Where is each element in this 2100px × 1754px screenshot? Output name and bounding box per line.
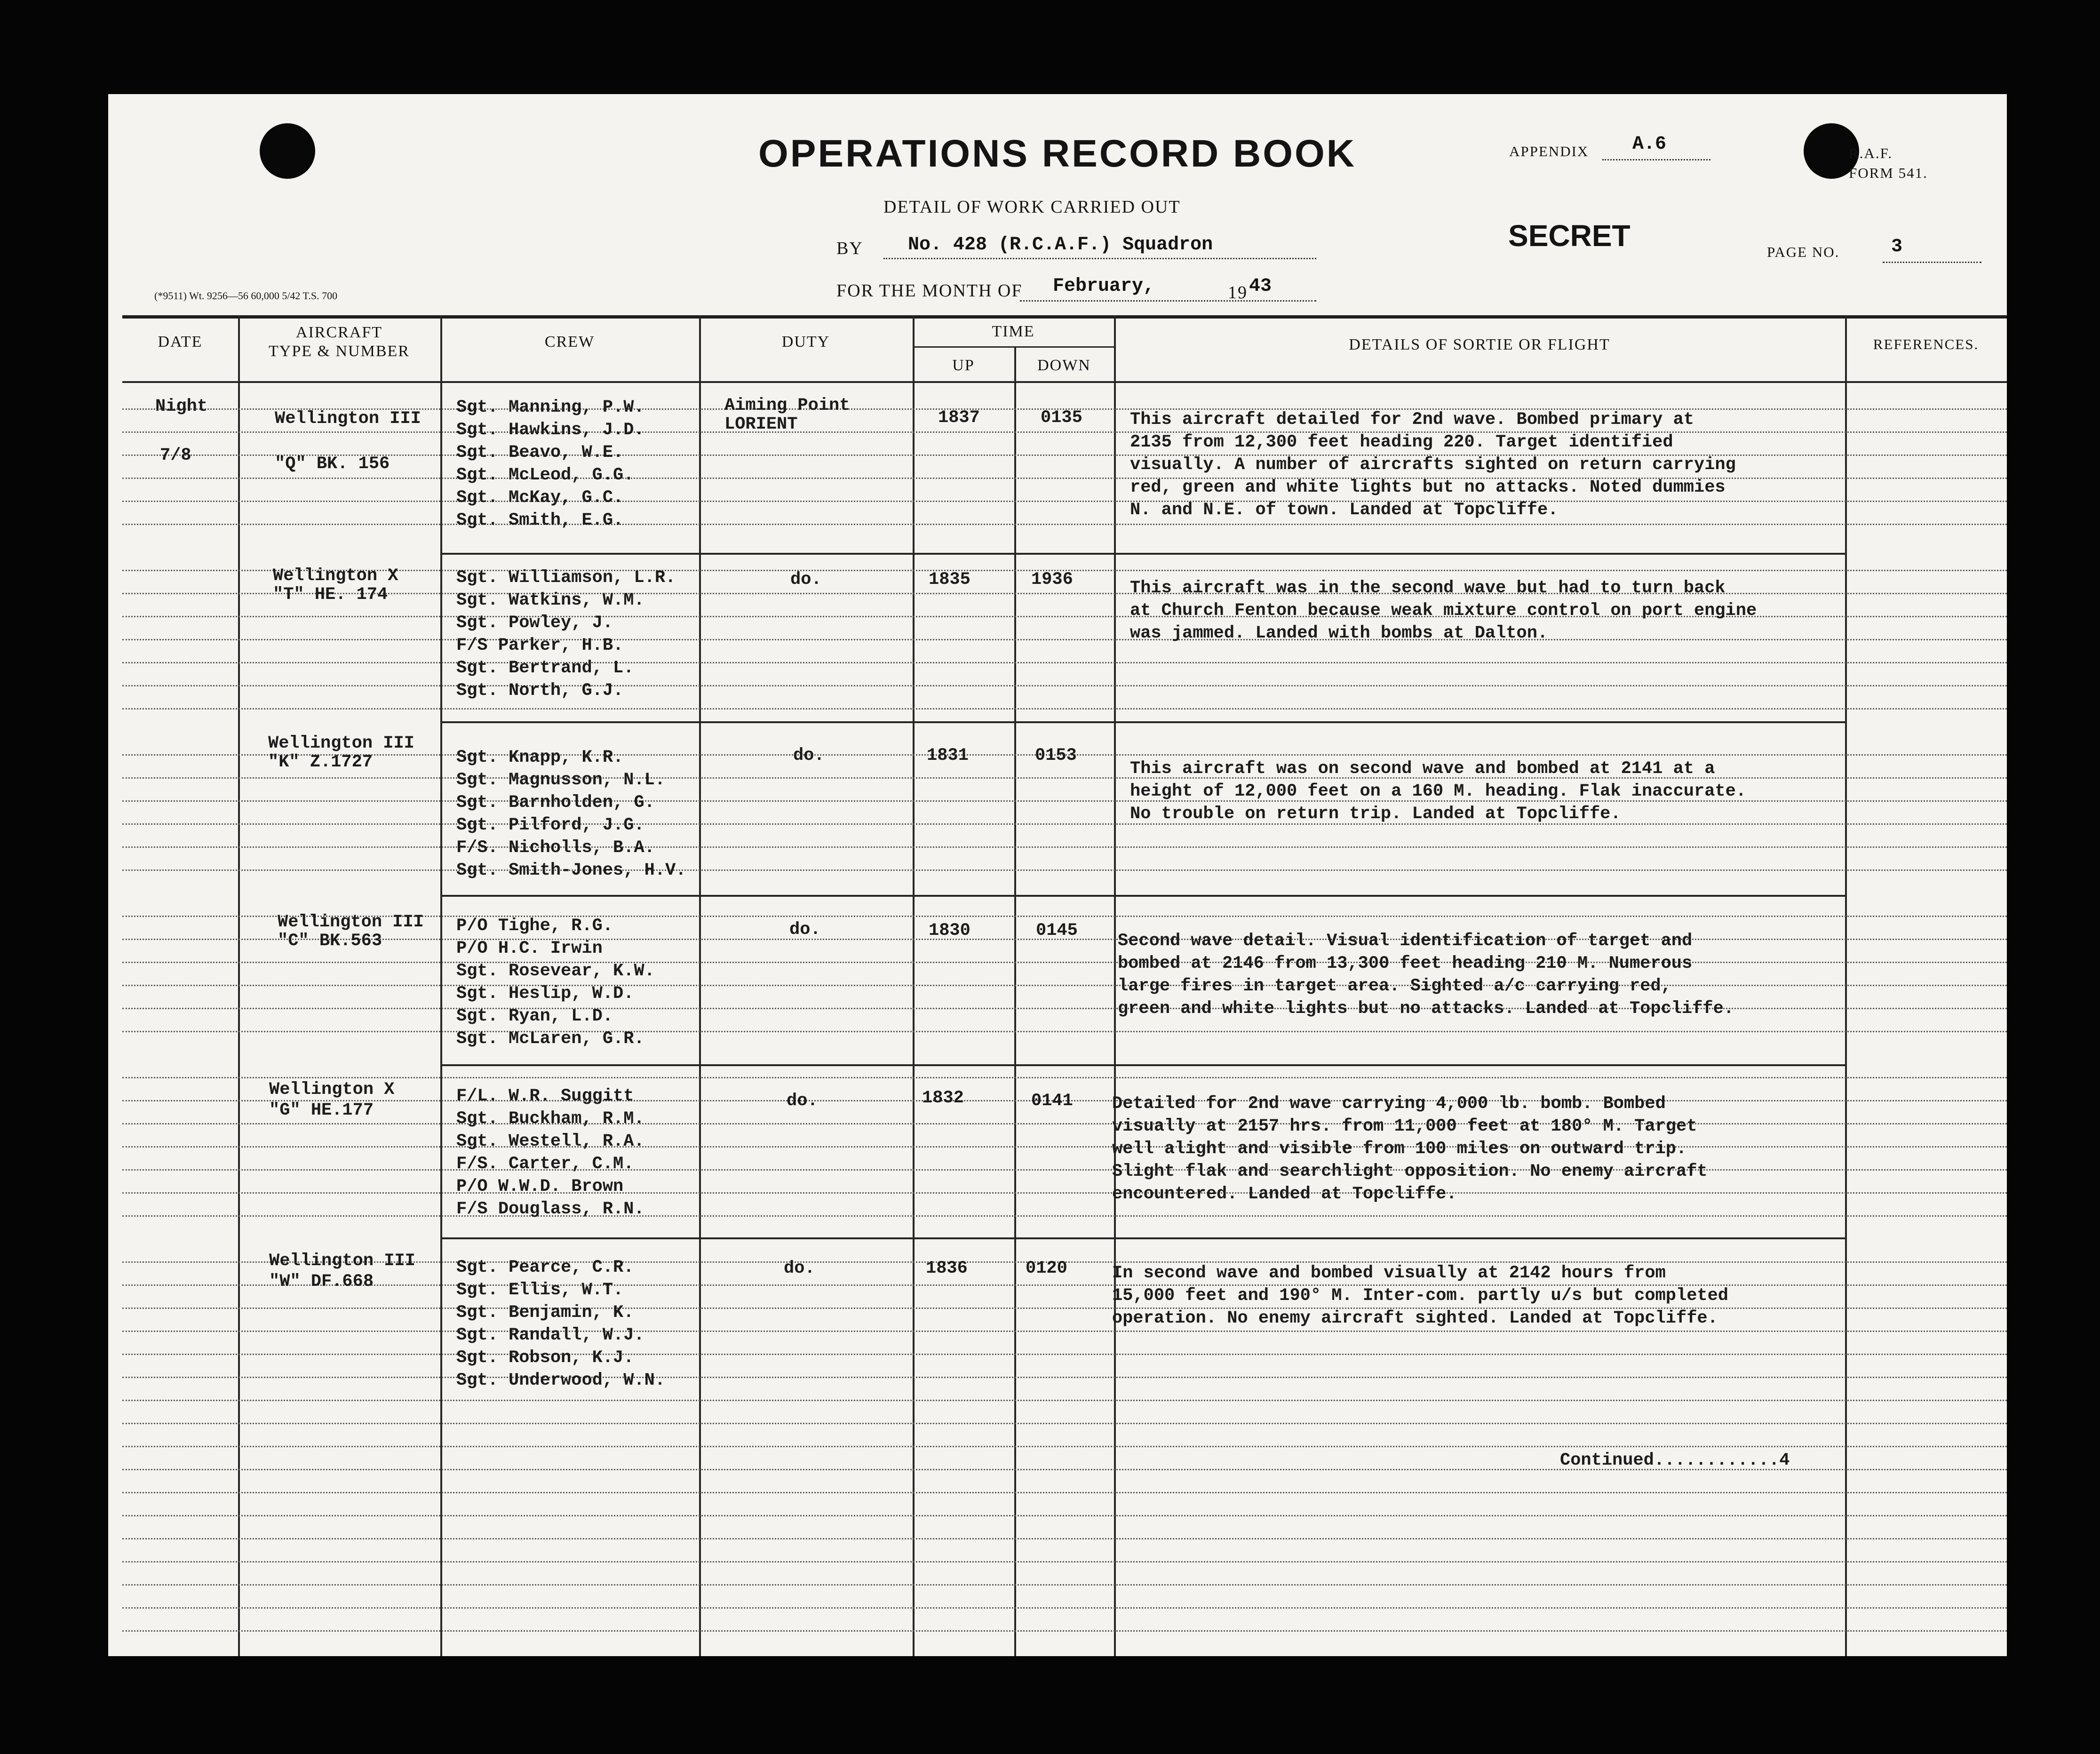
ruled-line <box>122 1423 2007 1424</box>
ruled-line <box>122 1354 2007 1355</box>
entry-separator <box>440 1237 1845 1239</box>
entry-4-crew: P/O Tighe, R.G. P/O H.C. Irwin Sgt. Rosevear, K.W. Sgt. Heslip, W.D. Sgt. Ryan, L.D. Sgt. McLaren, G.R. <box>456 916 655 1049</box>
entry-2-down: 1936 <box>1031 570 1073 590</box>
entry-separator <box>440 1064 1845 1066</box>
time-split-rule <box>913 346 1114 348</box>
entry-3-crew: Sgt. Knapp, K.R. Sgt. Magnusson, N.L. Sgt. Barnholden, G. Sgt. Pilford, J.G. F/S. Nicholls, B.A. Sgt. Smith-Jones, H.V. <box>456 748 686 880</box>
form-line-1: R.A.F. <box>1849 145 1893 161</box>
column-up: UP <box>952 357 975 374</box>
continued-note: Continued............4 <box>1560 1451 1790 1470</box>
appendix-label: APPENDIX <box>1509 143 1589 159</box>
month-label: FOR THE MONTH OF <box>836 281 1023 301</box>
ruled-line <box>122 1146 2007 1148</box>
entry-4-down: 0145 <box>1036 921 1078 941</box>
ruled-line <box>122 1584 2007 1586</box>
entry-3-down: 0153 <box>1035 746 1077 765</box>
entry-1-down: 0135 <box>1041 408 1082 428</box>
form-line-2: FORM 541. <box>1849 165 1928 181</box>
entry-3-duty: do. <box>793 746 825 765</box>
entry-4-up: 1830 <box>929 921 970 941</box>
ruled-line <box>122 1515 2007 1516</box>
ruled-line <box>122 1538 2007 1539</box>
entry-6-aircraft: Wellington III "W" DF.668 <box>269 1251 415 1292</box>
ruled-line <box>122 1607 2007 1609</box>
date-night: Night <box>155 397 208 416</box>
entry-3-aircraft: Wellington III "K" Z.1727 <box>268 733 414 772</box>
ruled-line <box>122 1331 2007 1332</box>
page-number-underline <box>1883 262 1981 263</box>
appendix-value: A.6 <box>1632 134 1667 155</box>
page-title: OPERATIONS RECORD BOOK <box>758 132 1356 175</box>
column-aircraft-line1: AIRCRAFT <box>295 324 383 341</box>
entry-2-up: 1835 <box>929 570 970 590</box>
month-value: February, <box>1053 276 1155 297</box>
ruled-line <box>122 1377 2007 1378</box>
entry-1-duty: Aiming Point LORIENT <box>724 396 850 434</box>
ruled-line <box>122 1561 2007 1563</box>
entry-separator <box>440 553 1845 555</box>
ruled-line <box>122 1492 2007 1493</box>
entry-5-down: 0141 <box>1031 1091 1073 1111</box>
entry-3-details: This aircraft was on second wave and bombed at 2141 at a height of 12,000 feet on a 160 M. heading. Flak inaccurate. No trouble on return trip. Landed at Topcliffe. <box>1130 759 1747 824</box>
entry-5-details: Detailed for 2nd wave carrying 4,000 lb. bomb. Bombed visually at 2157 hrs. from 11,000 feet at 180° M. Target well alight and visible from 100 miles on outward trip. Slight flak and searchlight opposition. No enemy aircraft encountered. Landed at Topcliffe. <box>1112 1094 1708 1204</box>
ruled-line <box>122 1215 2007 1217</box>
ruled-line <box>122 685 2007 686</box>
by-underline <box>883 258 1316 259</box>
entry-6-crew: Sgt. Pearce, C.R. Sgt. Ellis, W.T. Sgt. Benjamin, K. Sgt. Randall, W.J. Sgt. Robson, K.J. Sgt. Underwood, W.N. <box>456 1258 666 1390</box>
ruled-line <box>122 1400 2007 1401</box>
year-value: 43 <box>1249 276 1272 297</box>
entry-2-aircraft: Wellington X "T" HE. 174 <box>273 566 398 605</box>
ruled-line <box>122 1077 2007 1078</box>
ruled-line <box>122 708 2007 710</box>
entry-6-up: 1836 <box>926 1259 968 1278</box>
table-top-rule <box>122 315 2007 319</box>
ruled-line <box>122 1446 2007 1447</box>
date-value: 7/8 <box>160 446 191 465</box>
by-label: BY <box>836 239 863 258</box>
column-crew: CREW <box>544 333 595 351</box>
entry-4-duty: do. <box>789 920 821 940</box>
page-number-value: 3 <box>1891 236 1903 257</box>
entry-5-duty: do. <box>787 1091 818 1111</box>
entry-1-aircraft: Wellington III "Q" BK. 156 <box>275 409 421 474</box>
column-aircraft-line2: TYPE & NUMBER <box>269 343 410 360</box>
entry-separator <box>440 721 1845 723</box>
entry-1-details: This aircraft detailed for 2nd wave. Bombed primary at 2135 from 12,300 feet heading 220. Target identified visually. A number of aircrafts sighted on return carrying red, green and white lights but no attacks. Noted dummies N. and N.E. of town. Landed at Topcliffe. <box>1130 410 1736 520</box>
entry-2-duty: do. <box>790 570 822 590</box>
column-time: TIME <box>992 323 1035 340</box>
ruled-line <box>122 524 2007 525</box>
header-bottom-rule <box>122 381 2007 383</box>
entry-separator <box>440 895 1845 897</box>
year-prefix: 19 <box>1228 283 1248 303</box>
entry-3-up: 1831 <box>927 746 969 765</box>
squadron-name: No. 428 (R.C.A.F.) Squadron <box>908 234 1213 255</box>
ruled-line <box>122 869 2007 871</box>
ruled-line <box>122 1169 2007 1171</box>
divider-time <box>1014 346 1016 1656</box>
page-subtitle: DETAIL OF WORK CARRIED OUT <box>883 197 1181 217</box>
ruled-line <box>122 1630 2007 1632</box>
punch-hole-left <box>260 123 315 179</box>
entry-5-up: 1832 <box>922 1088 964 1108</box>
entry-4-details: Second wave detail. Visual identification of target and bombed at 2146 from 13,300 feet heading 210 M. Numerous large fires in target area. Sighted a/c carrying red, green and white lights but no attacks. Landed at Topcliffe. <box>1118 931 1734 1019</box>
column-date: DATE <box>158 333 203 351</box>
column-down: DOWN <box>1037 357 1091 374</box>
entry-2-crew: Sgt. Williamson, L.R. Sgt. Watkins, W.M. Sgt. Powley, J. F/S Parker, H.B. Sgt. Bertrand, L. Sgt. North, G.J. <box>456 568 676 701</box>
entry-5-aircraft: Wellington X "G" HE.177 <box>269 1080 395 1120</box>
appendix-underline <box>1602 159 1710 160</box>
month-underline <box>1020 300 1316 302</box>
entry-6-down: 0120 <box>1026 1259 1067 1278</box>
entry-1-up: 1837 <box>938 408 980 428</box>
ruled-line <box>122 1192 2007 1194</box>
entry-2-details: This aircraft was in the second wave but had to turn back at Church Fenton because weak mixture control on port engine was jammed. Landed with bombs at Dalton. <box>1130 578 1757 643</box>
entry-6-duty: do. <box>784 1259 815 1278</box>
column-details: DETAILS OF SORTIE OR FLIGHT <box>1349 336 1610 353</box>
column-duty: DUTY <box>781 333 830 351</box>
page-number-label: PAGE NO. <box>1767 244 1840 260</box>
entry-4-aircraft: Wellington III "C" BK.563 <box>278 912 424 951</box>
ruled-line <box>122 1123 2007 1124</box>
entry-1-crew: Sgt. Manning, P.W. Sgt. Hawkins, J.D. Sgt. Beavo, W.E. Sgt. McLeod, G.G. Sgt. McKay, G.C. Sgt. Smith, E.G. <box>456 398 644 530</box>
secret-stamp: SECRET <box>1508 219 1631 253</box>
ruled-line <box>122 846 2007 848</box>
record-page <box>108 94 2007 1656</box>
entry-6-details: In second wave and bombed visually at 2142 hours from 15,000 feet and 190° M. Inter-com. partly u/s but completed operation. No enemy aircraft sighted. Landed at Topcliffe. <box>1112 1263 1729 1328</box>
ruled-line <box>122 1031 2007 1032</box>
print-code: (*9511) Wt. 9256—56 60,000 5/42 T.S. 700 <box>154 290 338 302</box>
entry-5-crew: F/L. W.R. Suggitt Sgt. Buckham, R.M. Sgt. Westell, R.A. F/S. Carter, C.M. P/O W.W.D. Brown F/S Douglass, R.N. <box>456 1086 644 1219</box>
ruled-line <box>122 662 2007 663</box>
column-references: REFERENCES. <box>1873 336 1979 352</box>
